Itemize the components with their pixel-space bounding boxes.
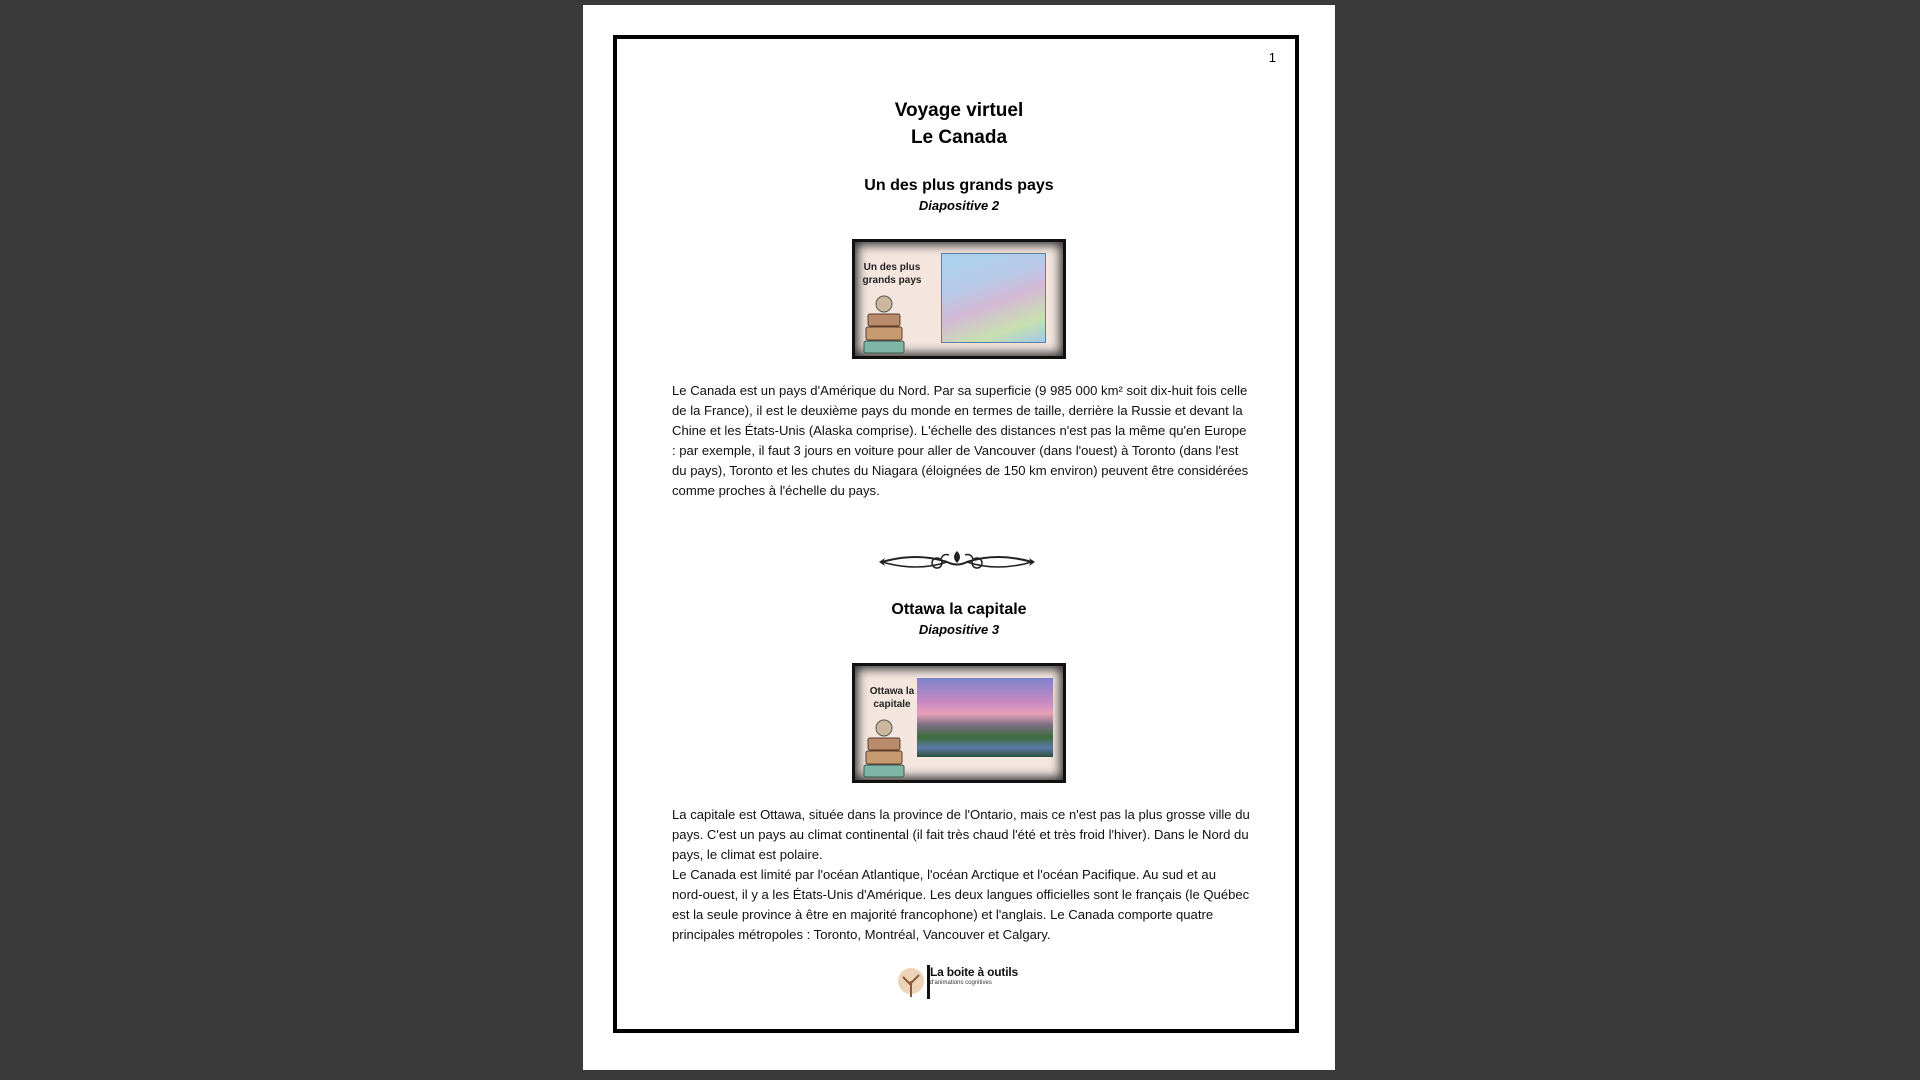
slide-thumbnail-1 — [852, 239, 1066, 359]
luggage-icon — [862, 718, 908, 778]
document-title-line2: Le Canada — [910, 127, 1008, 148]
slide-label-1: Diapositive 2 — [918, 198, 1000, 213]
logo-title: La boite à outils — [930, 965, 1018, 979]
canada-map-image — [941, 253, 1046, 343]
page-number: 1 — [1268, 50, 1276, 65]
logo-subtitle: d'animations cognitives — [930, 980, 992, 986]
slide-label-2: Diapositive 3 — [918, 622, 1000, 637]
slide-caption-1: Un des plus grands pays — [862, 262, 922, 286]
luggage-icon — [862, 294, 908, 354]
section-1-paragraph: Le Canada est un pays d'Amérique du Nord. Par sa superficie (9 985 000 km² soit dix-huit fois celle de la France), il est le deuxième pays du monde en termes de taille, derrière la Russie et devant la Chine et les États-Unis (Alaska comprise). L'échelle des distances n'est pas la même qu'en Europe : par exemple, il faut 3 jours en voiture pour aller de Vancouver (dans l'ouest) à Toronto (dans l'est du pays), Toronto et les chutes du Niagara (éloignées de 150 km environ) peuvent être considérées comme proches à l'échelle du pays. — [672, 383, 1249, 498]
slide-caption-2: Ottawa la capitale — [869, 686, 915, 710]
section-heading-2: Ottawa la capitale — [891, 601, 1027, 618]
ornament-divider-icon — [877, 547, 1037, 577]
section-2-paragraph-1: La capitale est Ottawa, située dans la province de l'Ontario, mais ce n'est pas la plus grosse ville du pays. C'est un pays au climat continental (il fait très chaud l'été et très froid l'hiver). Dans le Nord du pays, le climat est polaire. — [672, 807, 1250, 862]
section-heading-1: Un des plus grands pays — [864, 177, 1054, 194]
slide-thumbnail-2 — [852, 663, 1066, 783]
document-title-line1: Voyage virtuel — [894, 100, 1024, 121]
ottawa-parliament-photo — [917, 678, 1053, 757]
document-page — [583, 5, 1335, 1070]
section-2-paragraph-2: Le Canada est limité par l'océan Atlantique, l'océan Arctique et l'océan Pacifique. Au sud et au nord-ouest, il y a les États-Unis d'Amérique. Les deux langues officielles sont le français (le Québec est la seule province à être en majorité francophone) et l'anglais. Le Canada comporte quatre principales métropoles : Toronto, Montréal, Vancouver et Calgary. — [672, 867, 1250, 942]
